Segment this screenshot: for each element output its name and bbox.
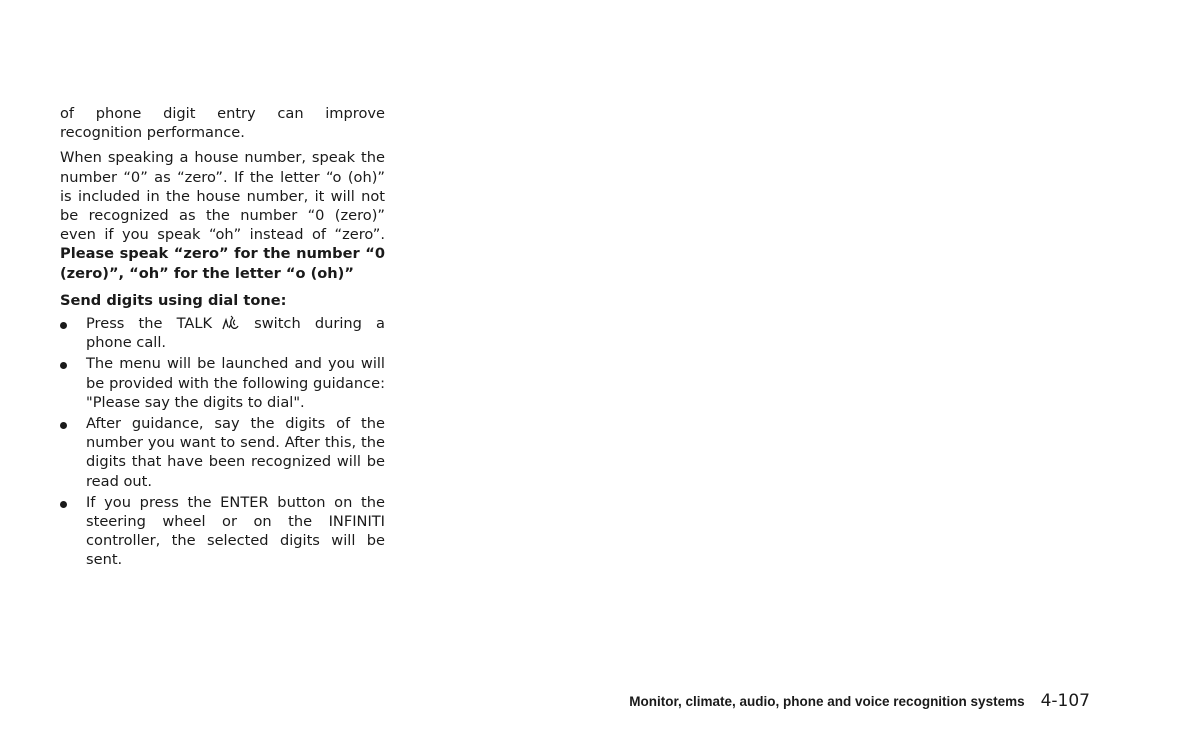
list-item: [60, 493, 385, 570]
step-text: After guidance, say the digits of the number you want to send. After this, the digits that have been recognized will be read out.: [86, 415, 385, 490]
page-number: 4-107: [1040, 691, 1090, 711]
main-text-column: [60, 104, 385, 572]
paragraph-house-number: [60, 148, 385, 282]
bullet-icon: [60, 501, 67, 508]
bullet-icon: [60, 362, 67, 369]
step-text: If you press the ENTER button on the steering wheel or on the INFINITI controller, the selected digits will be sent.: [86, 493, 385, 569]
paragraph-recognition-performance: of phone digit entry can improve recognition performance.: [60, 105, 385, 142]
bullet-icon: [60, 322, 67, 329]
footer-section-title: Monitor, climate, audio, phone and voice recognition systems: [629, 694, 1025, 709]
house-number-emphasis: Please speak “zero” for the number “0 (zero)”, “oh” for the letter “o (oh)”: [60, 245, 385, 282]
list-item: [60, 314, 385, 352]
page-footer: [629, 691, 1090, 711]
section-heading-dial-tone: Send digits using dial tone:: [60, 291, 287, 309]
list-item: [60, 354, 385, 412]
house-number-instructions: When speaking a house number, speak the number “0” as “zero”. If the letter “o (oh)” is included in the house number, it will not be recognized as the number “0 (zero)” even if you speak “oh” instead of “zero”.: [60, 149, 385, 244]
step-text-after-icon: switch during a phone call.: [86, 315, 385, 352]
talk-switch-icon: [220, 315, 246, 331]
step-text: The menu will be launched and you will be provided with the following guidance: "Please say the digits to dial".: [86, 355, 385, 411]
list-item: [60, 414, 385, 491]
step-text-before-icon: Press the TALK: [86, 315, 213, 333]
dial-tone-steps-list: [60, 314, 385, 570]
bullet-icon: [60, 422, 67, 429]
